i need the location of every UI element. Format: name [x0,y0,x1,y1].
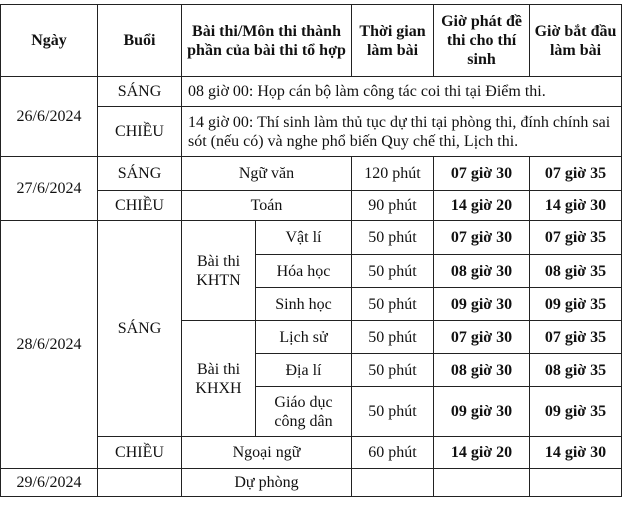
date-cell: 29/6/2024 [1,469,98,497]
subject-cell: Vật lí [256,221,352,255]
distribute-time-cell: 14 giờ 20 [434,437,530,469]
distribute-time-cell: 14 giờ 20 [434,191,530,221]
duration-cell: 50 phút [352,387,434,437]
header-session: Buổi [98,5,182,77]
header-subject: Bài thi/Môn thi thành phần của bài thi tổ hợp [182,5,352,77]
subject-cell: Sinh học [256,288,352,321]
distribute-time-cell: 08 giờ 30 [434,354,530,387]
table-row [1,157,622,191]
date-cell: 27/6/2024 [1,157,98,221]
table-row [1,77,622,107]
duration-cell: 50 phút [352,255,434,288]
header-start-time: Giờ bắt đầu làm bài [530,5,622,77]
session-cell: SÁNG [98,157,182,191]
session-cell [98,469,182,497]
start-time-cell: 07 giờ 35 [530,321,622,354]
duration-cell: 50 phút [352,288,434,321]
date-cell: 28/6/2024 [1,221,98,469]
duration-cell: 50 phút [352,221,434,255]
header-distribute-time: Giờ phát đề thi cho thí sinh [434,5,530,77]
start-time-cell: 07 giờ 35 [530,221,622,255]
subject-cell: Địa lí [256,354,352,387]
subject-cell: Dự phòng [182,469,352,497]
subject-cell: Hóa học [256,255,352,288]
note-cell: 08 giờ 00: Họp cán bộ làm công tác coi thi tại Điểm thi. [182,77,622,107]
subject-cell: Giáo dục công dân [256,387,352,437]
subject-cell: Toán [182,191,352,221]
duration-cell: 50 phút [352,321,434,354]
duration-cell: 90 phút [352,191,434,221]
distribute-time-cell: 09 giờ 30 [434,288,530,321]
distribute-time-cell: 08 giờ 30 [434,255,530,288]
distribute-time-cell: 07 giờ 30 [434,157,530,191]
start-time-cell: 14 giờ 30 [530,191,622,221]
start-time-cell: 07 giờ 35 [530,157,622,191]
note-cell: 14 giờ 00: Thí sinh làm thủ tục dự thi tại phòng thi, đính chính sai sót (nếu có) và nghe phổ biến Quy chế thi, Lịch thi. [182,107,622,157]
start-time-cell [530,469,622,497]
subject-cell: Lịch sử [256,321,352,354]
distribute-time-cell: 07 giờ 30 [434,221,530,255]
distribute-time-cell: 09 giờ 30 [434,387,530,437]
table-row [1,221,622,255]
session-cell: SÁNG [98,77,182,107]
session-cell: CHIỀU [98,191,182,221]
duration-cell [352,469,434,497]
header-duration: Thời gian làm bài [352,5,434,77]
table-row [1,469,622,497]
distribute-time-cell: 07 giờ 30 [434,321,530,354]
subject-cell: Ngữ văn [182,157,352,191]
duration-cell: 60 phút [352,437,434,469]
start-time-cell: 08 giờ 35 [530,354,622,387]
header-row [1,5,622,77]
start-time-cell: 08 giờ 35 [530,255,622,288]
exam-schedule-table [0,4,622,497]
header-day: Ngày [1,5,98,77]
date-cell: 26/6/2024 [1,77,98,157]
session-cell: CHIỀU [98,437,182,469]
group-cell: Bài thi KHTN [182,221,256,321]
duration-cell: 50 phút [352,354,434,387]
start-time-cell: 14 giờ 30 [530,437,622,469]
duration-cell: 120 phút [352,157,434,191]
distribute-time-cell [434,469,530,497]
session-cell: SÁNG [98,221,182,437]
subject-cell: Ngoại ngữ [182,437,352,469]
start-time-cell: 09 giờ 35 [530,288,622,321]
start-time-cell: 09 giờ 35 [530,387,622,437]
session-cell: CHIỀU [98,107,182,157]
group-cell: Bài thi KHXH [182,321,256,437]
